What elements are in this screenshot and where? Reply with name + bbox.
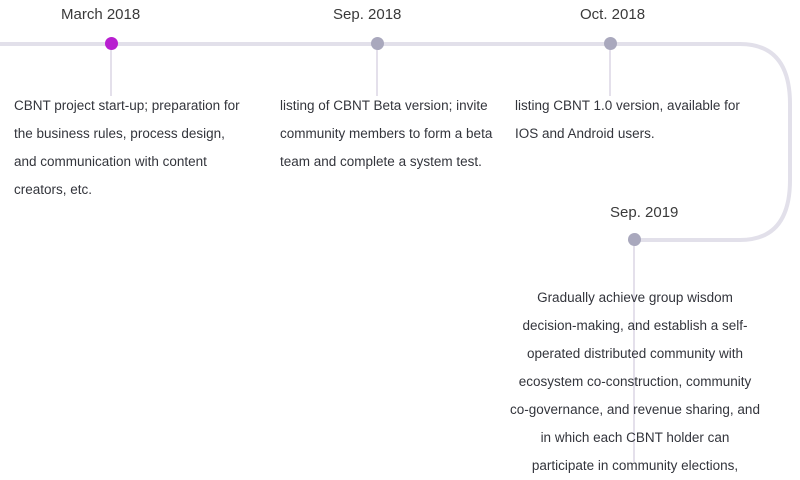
milestone-dot[interactable] (628, 233, 641, 246)
milestone-dot[interactable] (604, 37, 617, 50)
milestone-date: Sep. 2019 (610, 204, 679, 221)
milestone-date: March 2018 (61, 6, 141, 23)
milestone-date: Oct. 2018 (580, 6, 646, 23)
milestone-dot[interactable] (371, 37, 384, 50)
milestone-description: Gradually achieve group wisdom decision-making, and establish a self-operated distributed community with ecosystem co-construction, community co-governance, and revenue sharing, and in which each CBNT holder can participate in community elections, (510, 290, 760, 473)
milestone-dot[interactable] (105, 37, 118, 50)
milestone-description: listing CBNT 1.0 version, available for IOS and Android users. (515, 98, 740, 141)
milestone-date: Sep. 2018 (333, 6, 402, 23)
milestone-description: listing of CBNT Beta version; invite community members to form a beta team and complete a system test. (280, 98, 493, 169)
milestone-description: CBNT project start-up; preparation for the business rules, process design, and communication with content creators, etc. (14, 98, 240, 197)
